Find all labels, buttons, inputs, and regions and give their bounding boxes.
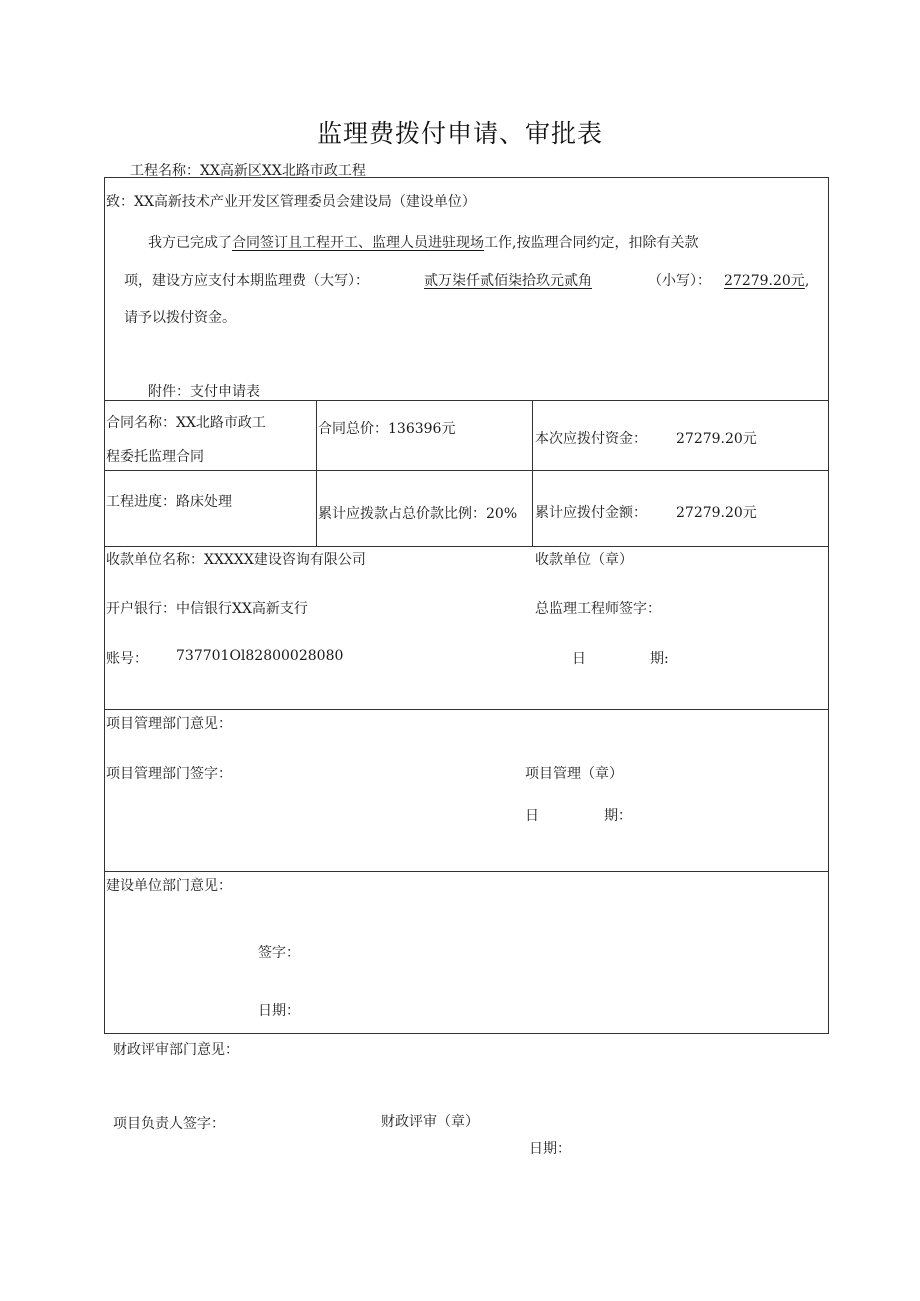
finance-stamp: 财政评审（章） bbox=[381, 1114, 479, 1130]
line2-end: , bbox=[804, 273, 810, 289]
construction-dept-opinion: 建设单位部门意见： bbox=[106, 878, 232, 894]
amount-lower-group bbox=[724, 270, 809, 290]
body-prefix: 我方已完成了 bbox=[148, 235, 232, 251]
chief-engineer-signature: 总监理工程师签字： bbox=[535, 601, 661, 617]
finance-leader-signature: 项目负责人签字： bbox=[113, 1116, 225, 1132]
attachment: 附件：支付申请表 bbox=[148, 384, 260, 400]
payee-date-right: 期: bbox=[650, 651, 669, 667]
account-value: 737701Ol82800028080 bbox=[176, 648, 344, 664]
payee-date-left: 日 bbox=[572, 651, 586, 667]
contract-name-line1: 合同名称：XX北路市政工 bbox=[106, 415, 266, 431]
construction-dept-date: 日期： bbox=[258, 1003, 300, 1019]
account-label: 账号： bbox=[106, 651, 148, 667]
row-divider bbox=[104, 709, 829, 710]
cumulative-value: 27279.20元 bbox=[676, 505, 757, 521]
column-divider bbox=[316, 400, 317, 546]
payable-value: 27279.20元 bbox=[676, 431, 757, 447]
finance-opinion: 财政评审部门意见： bbox=[113, 1042, 239, 1058]
addressee-line: 致：XX高新技术产业开发区管理委员会建设局（建设单位） bbox=[106, 194, 476, 210]
project-dept-opinion: 项目管理部门意见： bbox=[106, 716, 232, 732]
amount-lower: 27279.20元 bbox=[724, 273, 805, 289]
line2-prefix: 项，建设方应支付本期监理费（大写）： bbox=[124, 273, 369, 289]
amount-lower-label: （小写）： bbox=[648, 273, 711, 289]
request-body-line1 bbox=[148, 232, 698, 252]
project-name: 工程名称：XX高新区XX北路市政工程 bbox=[130, 163, 366, 179]
completed-work: 合同签订且工程开工、监理人员进驻现场 bbox=[232, 235, 484, 251]
payable-label: 本次应拨付资金： bbox=[535, 431, 647, 447]
row-divider bbox=[104, 546, 829, 547]
contract-name-line2: 程委托监理合同 bbox=[106, 449, 204, 465]
row-divider bbox=[104, 871, 829, 872]
column-divider bbox=[532, 400, 533, 546]
ratio-text: 累计应拨款占总价款比例：20% bbox=[318, 506, 518, 522]
project-dept-signature: 项目管理部门签字： bbox=[106, 766, 232, 782]
cumulative-label: 累计应拨付金额： bbox=[535, 505, 647, 521]
project-dept-stamp: 项目管理（章） bbox=[525, 766, 623, 782]
payee-name: 收款单位名称：XXXXX建设咨询有限公司 bbox=[106, 552, 366, 568]
body-suffix: 工作,按监理合同约定，扣除有关款 bbox=[484, 235, 699, 251]
project-dept-date-right: 期： bbox=[604, 808, 632, 824]
row-divider bbox=[104, 470, 829, 471]
page-title: 监理费拨付申请、审批表 bbox=[316, 119, 603, 148]
project-dept-date-left: 日 bbox=[525, 808, 539, 824]
progress-text: 工程进度：路床处理 bbox=[106, 494, 232, 510]
payee-bank: 开户银行：中信银行XX高新支行 bbox=[106, 601, 308, 617]
request-line3: 请予以拨付资金。 bbox=[124, 310, 236, 326]
amount-upper: 贰万柒仟贰佰柒拾玖元贰角 bbox=[424, 273, 592, 289]
finance-date: 日期： bbox=[529, 1141, 571, 1157]
construction-dept-signature: 签字： bbox=[258, 945, 300, 961]
payee-stamp: 收款单位（章） bbox=[535, 552, 633, 568]
contract-total-price: 合同总价：136396元 bbox=[318, 421, 456, 437]
